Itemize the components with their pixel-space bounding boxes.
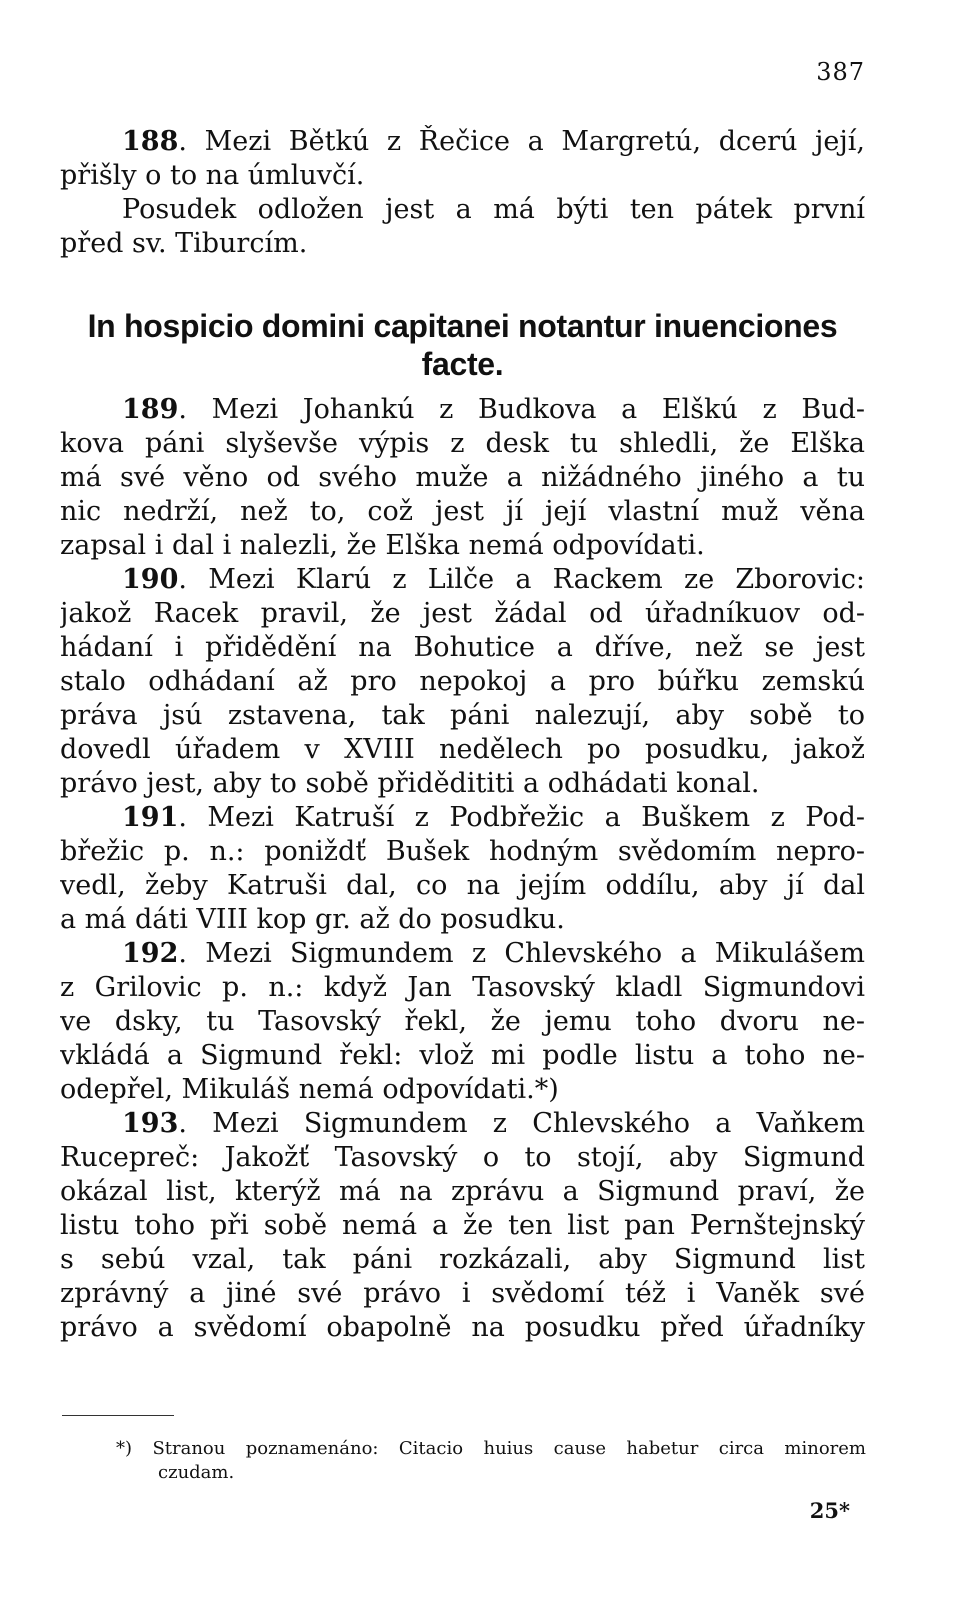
entry-line: před sv. Tiburcím. <box>60 228 308 259</box>
entry-number: 191 <box>122 802 179 833</box>
entry-line: stalo odhádaní až pro nepokoj a pro búřku zemskú <box>60 666 865 697</box>
entry-193 <box>60 1107 865 1345</box>
entry-number: 193 <box>122 1108 179 1139</box>
entry-line: hádaní i přidědění na Bohutice a dříve, než se jest <box>60 632 865 663</box>
entry-line: právo jest, aby to sobě přidědititi a odhádati konal. <box>60 768 760 799</box>
entry-line: listu toho při sobě nemá a že ten list pan Pernštejnský <box>60 1210 865 1241</box>
page-number: 387 <box>816 58 865 86</box>
entry-191 <box>60 801 865 937</box>
entry-line <box>60 393 865 427</box>
section-heading <box>60 307 865 383</box>
entry-line: práva jsú zstavena, tak páni nalezují, aby sobě to <box>60 700 865 731</box>
entry-line: odepřel, Mikuláš nemá odpovídati.*) <box>60 1074 559 1105</box>
entry-line: zprávný a jiné své právo i svědomí též i Vaněk své <box>60 1278 865 1309</box>
entry-text: . Mezi Johankú z Budkova a Elškú z Bud- <box>178 394 865 425</box>
entry-text: . Mezi Katruší z Podbřežic a Buškem z Pod- <box>178 802 865 833</box>
footnote <box>116 1437 866 1485</box>
entry-line: břežic p. n.: poniždť Bušek hodným svědomím nepro- <box>60 836 865 867</box>
entry-line <box>60 937 865 971</box>
entry-line: nic nedrží, než to, což jest jí její vlastní muž věna <box>60 496 865 527</box>
entry-line: právo a svědomí obapolně na posudku před úřadníky <box>60 1312 865 1343</box>
entry-line <box>60 801 865 835</box>
body-text <box>60 125 865 1345</box>
entry-line: přišly o to na úmluvčí. <box>60 160 365 191</box>
entry-line: vkládá a Sigmund řekl: vlož mi podle listu a toho ne- <box>60 1040 865 1071</box>
entry-number: 189 <box>122 394 179 425</box>
entry-text: . Mezi Bětkú z Řečice a Margretú, dcerú její, <box>178 126 865 157</box>
footnote-line: czudam. <box>158 1462 235 1483</box>
entry-number: 192 <box>122 938 179 969</box>
entry-line: okázal list, kterýž má na zprávu a Sigmund praví, že <box>60 1176 865 1207</box>
entry-line: a má dáti VIII kop gr. až do posudku. <box>60 904 565 935</box>
entry-line: kova páni slyševše výpis z desk tu shledli, že Elška <box>60 428 865 459</box>
entry-line <box>60 1107 865 1141</box>
entry-text: . Mezi Sigmundem z Chlevského a Mikulášem <box>178 938 865 969</box>
entry-text: . Mezi Klarú z Lilče a Rackem ze Zborovic: <box>178 564 865 595</box>
entry-line: zapsal i dal i nalezli, že Elška nemá odpovídati. <box>60 530 705 561</box>
entry-188 <box>60 125 865 261</box>
section-heading-line: facte. <box>421 346 504 382</box>
entry-192 <box>60 937 865 1107</box>
entry-line: Posudek odložen jest a má býti ten pátek první <box>122 194 865 225</box>
entry-line: ve dsky, tu Tasovský řekl, že jemu toho dvoru ne- <box>60 1006 865 1037</box>
entry-line: z Grilovic p. n.: když Jan Tasovský kladl Sigmundovi <box>60 972 865 1003</box>
footnote-divider <box>62 1415 174 1416</box>
entry-text: . Mezi Sigmundem z Chlevského a Vaňkem <box>178 1108 865 1139</box>
entry-line: vedl, žeby Katruši dal, co na jejím oddílu, aby jí dal <box>60 870 865 901</box>
entry-line: má své věno od svého muže a nižádného jiného a tu <box>60 462 865 493</box>
entry-line: Rucepreč: Jakožť Tasovský o to stojí, aby Sigmund <box>60 1142 865 1173</box>
entry-line: jakož Racek pravil, že jest žádal od úřadníkuov od- <box>60 598 865 629</box>
entry-line: dovedl úřadem v XVIII nedělech po posudku, jakož <box>60 734 865 765</box>
section-heading-line: In hospicio domini capitanei notantur inuenciones <box>87 308 838 344</box>
entry-number: 188 <box>122 126 179 157</box>
entry-190 <box>60 563 865 801</box>
entry-189 <box>60 393 865 563</box>
entry-line: s sebú vzal, tak páni rozkázali, aby Sigmund list <box>60 1244 865 1275</box>
entry-line <box>60 125 865 159</box>
entry-line <box>60 563 865 597</box>
footnote-line: *) Stranou poznamenáno: Citacio huius cause habetur circa minorem <box>116 1438 866 1459</box>
signature-mark: 25* <box>809 1498 850 1523</box>
entry-number: 190 <box>122 564 179 595</box>
